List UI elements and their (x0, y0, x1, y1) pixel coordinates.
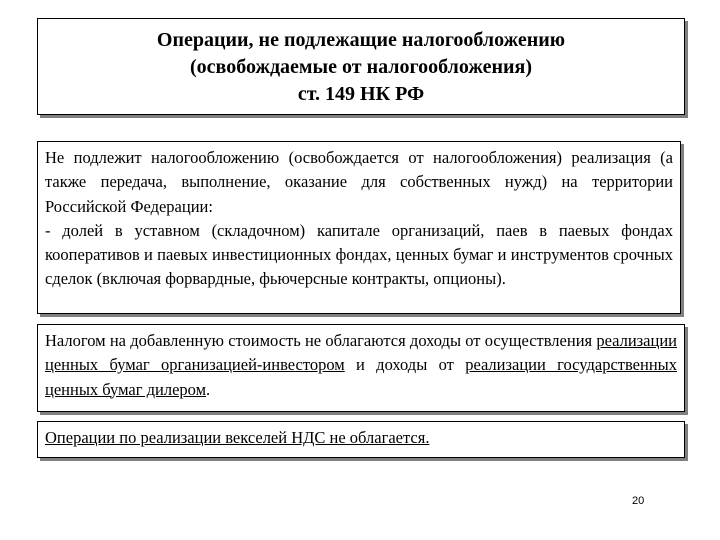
bills-of-exchange-link[interactable]: Операции по реализации векселей НДС не облагается. (45, 428, 430, 447)
title-line-2: (освобождаемые от налогообложения) (190, 56, 532, 78)
slide-title-box (37, 18, 685, 115)
exemption-intro: Не подлежит налогообложению (освобождается от налогообложения) реализация (а также передача, выполнение, оказание для собственных нужд) на территории Российской Федерации: (45, 148, 673, 216)
bills-of-exchange-box (37, 421, 685, 458)
vat-text-part-3: . (206, 379, 211, 399)
vat-text-part-2: и доходы от (344, 355, 466, 375)
securities-sale-investor-link[interactable]: реализации ценных бумаг организацией-инвестором (45, 331, 677, 375)
exemption-item: - долей в уставном (складочном) капитале организаций, паев в паевых фондах кооперативов и паевых инвестиционных фондах, ценных бумаг и инструментов срочных сделок (включая форвардные, фьючерсные контракты, опционы). (45, 220, 673, 289)
exemption-list-box (37, 141, 681, 314)
page-number: 20 (632, 495, 645, 507)
government-securities-dealer-link[interactable]: реализации государственных ценных бумаг дилером (45, 355, 677, 399)
vat-exemption-box (37, 324, 685, 412)
title-line-3: ст. 149 НК РФ (297, 83, 425, 105)
title-line-1: Операции, не подлежащие налогообложению (156, 29, 566, 51)
vat-text-part-1: Налогом на добавленную стоимость не облагаются доходы от осуществления (45, 331, 597, 350)
